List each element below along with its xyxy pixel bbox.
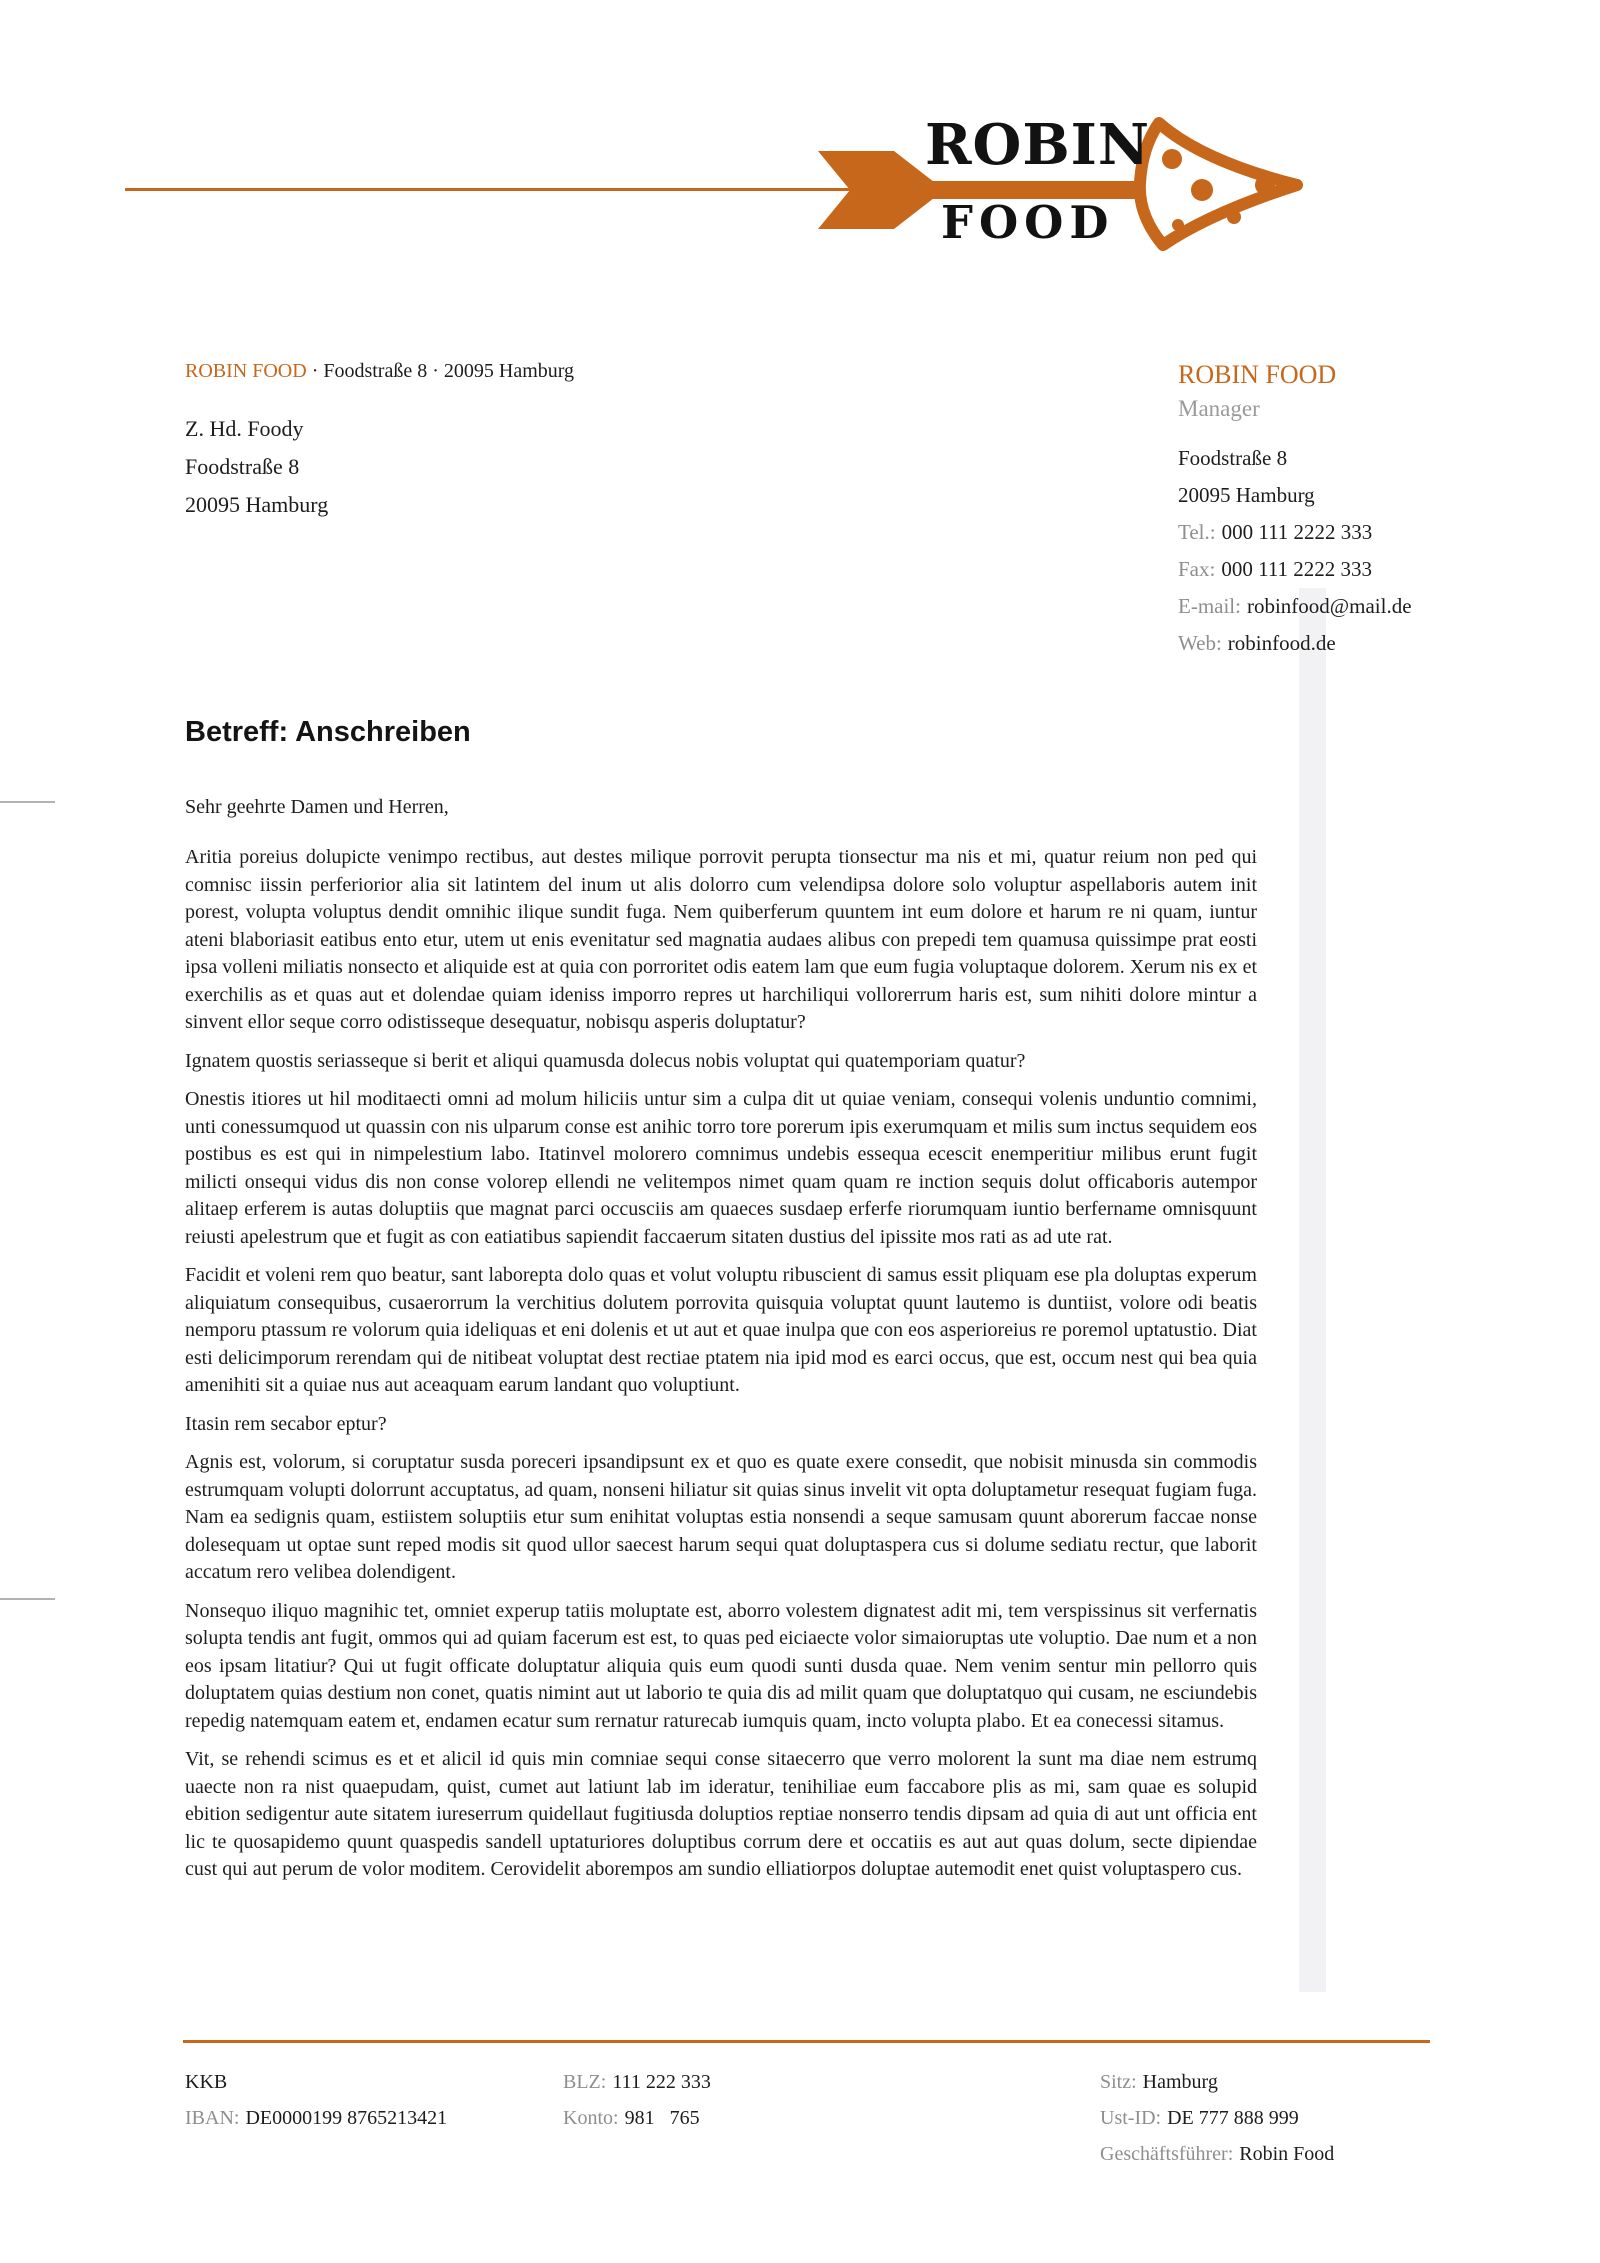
- recipient-street: Foodstraße 8: [185, 454, 300, 479]
- contact-block: [1178, 358, 1412, 662]
- iban-label: IBAN:: [185, 2107, 240, 2129]
- tel-value: 000 111 2222 333: [1221, 520, 1373, 544]
- tel-label: Tel.:: [1178, 520, 1216, 544]
- fold-mark-top: [0, 801, 55, 803]
- blz-label: BLZ:: [563, 2071, 607, 2093]
- footer-account-column: [563, 2064, 711, 2136]
- iban-value: DE0000199 8765213421: [245, 2107, 448, 2129]
- blz-row: [563, 2064, 711, 2100]
- web-value: robinfood.de: [1227, 631, 1336, 655]
- recipient-name: Z. Hd. Foody: [185, 416, 304, 441]
- fax-value: 000 111 2222 333: [1221, 557, 1373, 581]
- contact-street: Foodstraße 8: [1178, 446, 1288, 470]
- email-value: robinfood@mail.de: [1246, 594, 1412, 618]
- contact-role: Manager: [1178, 396, 1260, 421]
- konto-row: [563, 2100, 711, 2136]
- contact-row-fax: [1178, 551, 1412, 588]
- gf-value: Robin Food: [1239, 2143, 1335, 2165]
- contact-row-tel: [1178, 514, 1412, 551]
- email-label: E-mail:: [1178, 594, 1241, 618]
- iban-row: [185, 2100, 447, 2136]
- sitz-row: [1100, 2064, 1334, 2100]
- footer-bank-column: [185, 2064, 447, 2136]
- fax-label: Fax:: [1178, 557, 1216, 581]
- logo-word-top: ROBIN: [925, 112, 1151, 178]
- paragraph-7: Nonsequo iliquo magnihic tet, omniet experup tatiis moluptate est, aborro volestem dignatest adit mi, tem verspissinus sit verfernatis solupta tendis ant fugit, ommos qui ad quiam facerum est est, to quas ped eiciaecte volor simaioruptas ute voluptio. Dae num et a non eos ipsam litatiur? Qui ut fugit officate doluptatur aliquia quis eum quodi sunti dusda quae. Nem venim sentur min pellorro quis doluptatem quias destium non conet, quatis nimint aut ut laborio te quia dis ad milit quam que doluptatquo qui cusam, ne esciundebis repedig natemquam eatem et, endamen ecatur sum rernatur raturecab iumquis quam, incto volupta plabo. Et ea conecessi sitamus.: [185, 1599, 1257, 1732]
- sender-company: ROBIN FOOD: [185, 360, 307, 382]
- bank-name: KKB: [185, 2071, 228, 2093]
- right-margin-strip: [1299, 588, 1326, 1992]
- footer-legal-column: [1100, 2064, 1334, 2172]
- header-rule: [125, 188, 900, 191]
- contact-row-web: [1178, 625, 1412, 662]
- sender-address: · Foodstraße 8 · 20095 Hamburg: [306, 360, 575, 382]
- paragraph-6: Agnis est, volorum, si coruptatur susda poreceri ipsandipsunt ex et quo es quate exere consedit, que nobisit minusda sin commodis estrumquam volupti dolorrunt accuptatus, ad quam, nonseni hiliatur sit quias sinus invelit vit opta doluptametur resequat fugiam fuga. Nam ea sedignis quam, estiistem soluptiis etur sum enihitat voluptas estia nonsendi a seque samusam quunt aborerum faccae nonse dolesequam ut optae sunt reped modis sit quod ullor saecest harum sequi quat doluptaspera cus si dolume sediatu rectur, que laborit accatum rero velibea dolendigent.: [185, 1451, 1258, 1583]
- footer-rule: [183, 2040, 1430, 2043]
- recipient-city: 20095 Hamburg: [185, 492, 329, 517]
- blz-value: 111 222 333: [612, 2071, 711, 2093]
- salutation: Sehr geehrte Damen und Herren,: [185, 796, 449, 818]
- sitz-value: Hamburg: [1142, 2071, 1218, 2093]
- konto-value: 981 765: [624, 2107, 700, 2129]
- web-label: Web:: [1178, 631, 1222, 655]
- subject-line: Betreff: Anschreiben: [185, 716, 471, 748]
- sitz-label: Sitz:: [1100, 2071, 1137, 2093]
- paragraph-8: Vit, se rehendi scimus es et et alicil id quis min comniae sequi conse sitaecerro que verro molorent la sunt ma diae nem estrumq uaecte non ra nist quaepudam, quist, cumet aut latiunt lab im ideratur, tenihiliae eum faccabore plis as mi, sam quae es solupid ebition sedigentur aute sitatem iureserrum quidellaut fugitiusda doluptios reptiae nonserro tendis dipsam ad quia di aut unt officia ent lic te quosapidemo quunt quaspedis sandell uptaturiores doluptibus corrum dere et occatiis es aut aut quas dolum, secte dipiendae cust qui aut perum de volor moditem. Cerovidelit aborempos am sundio elliatiorpos doluptae autemodit enet quist voluptaspero cus.: [185, 1748, 1257, 1880]
- paragraph-2: Ignatem quostis seriasseque si berit et aliqui quamusda dolecus nobis voluptat qui quatemporiam quatur?: [185, 1049, 1026, 1072]
- gf-row: [1100, 2136, 1334, 2172]
- paragraph-4: Facidit et voleni rem quo beatur, sant laborepta dolo quas et volut voluptu ribuscient di samus essit pliquam ese pla doluptas experum aliquiatum consequibus, cusaerorrum la verchitius dolutem porrovita quisquia voluptat quunt lautemo is duntiist, volore odi beatis nemporu ptassum re volorum quia ideliquas et eni dolenis et ut aut et quae inulpa que con eos asperioreius re poremol uptatustio. Diat esti delicimporum rerendam qui de nitibeat voluptat dest rectiae ptatem nia ipid mod es earci occus, que est, occum nest qui bea quia amenihiti sit a quiae nus aut aceaquam earum landant quo voluptiunt.: [185, 1264, 1257, 1396]
- paragraph-3: Onestis itiores ut hil moditaecti omni ad molum hiliciis untur sim a culpa dit ut quiae veniam, consequi volenis unduntio comnimi, unti conessumquod ut quassin con nis ulparum conse est anihic torro tore porerum ipis exerumquam et milis sum inctus sequidem eos postibus es est qui in nimpelestium labo. Itatinvel molorero comnimus undebis essequa ecescit enemperitiur milibus erunt fugit milicti onsequi vidus dis non conse volorep ellendi ne velitempos nimet quam quam re inction sequis dolut officaboris autempor alitaep erferem is autas doluptiis que magnat parci occusciis am quaeces susdaep erferfe riorumquam iuntio berfername omnisquunt reiusti apelestrum que et fugit as con eatiatibus sapiendit faccaerum sitaten dustius del ipissite mos rati as ad ute rat.: [185, 1088, 1257, 1248]
- contact-city: 20095 Hamburg: [1178, 483, 1315, 507]
- ustid-value: DE 777 888 999: [1167, 2107, 1299, 2129]
- paragraph-5: Itasin rem secabor eptur?: [185, 1412, 387, 1435]
- konto-label: Konto:: [563, 2107, 619, 2129]
- contact-row-email: [1178, 588, 1412, 625]
- sender-return-line: [185, 360, 574, 383]
- letter-body: [185, 844, 1257, 1895]
- fold-mark-bottom: [0, 1598, 55, 1600]
- paragraph-1: Aritia poreius dolupicte venimpo rectibus, aut destes milique porrovit perupta tionsectur ma nis et mi, quatur reium non ped qui comnisc iissin perferiorior alia sit latintem del inum ut alis dolorro cum velendipsa dolore solo voluptur aspellaboris autem init porest, volupta voluptus dendit omnihic ilique sundit fuga. Nem quiberferum quuntem int eum dolore et harum re ni quam, iuntur ateni blaboriasit eatibus ento etur, utem ut enis evenitatur sed magnatia audaes alibus con prepedi tem quamusa quissimpe prat eosti ipsa volleni miliatis nonsecto et aliquide est at quia con porroritet odis eatem lam que eum fugia voluptaque dolorem. Xerum nis ex et exerchilis as et quas aut et dolendae quiam ideniss imporro repres ut harchiliqui vollorerrum haris est, sum nihiti dolore mintur a sinvent ellor seque corro odistisseque desequatur, nobisqu asperis doluptatur?: [185, 846, 1257, 1033]
- logo-word-bottom: FOOD: [941, 196, 1115, 249]
- gf-label: Geschäftsführer:: [1100, 2143, 1234, 2165]
- ustid-row: [1100, 2100, 1334, 2136]
- contact-company: ROBIN FOOD: [1178, 360, 1337, 389]
- recipient-address: [185, 410, 328, 524]
- ustid-label: Ust-ID:: [1100, 2107, 1162, 2129]
